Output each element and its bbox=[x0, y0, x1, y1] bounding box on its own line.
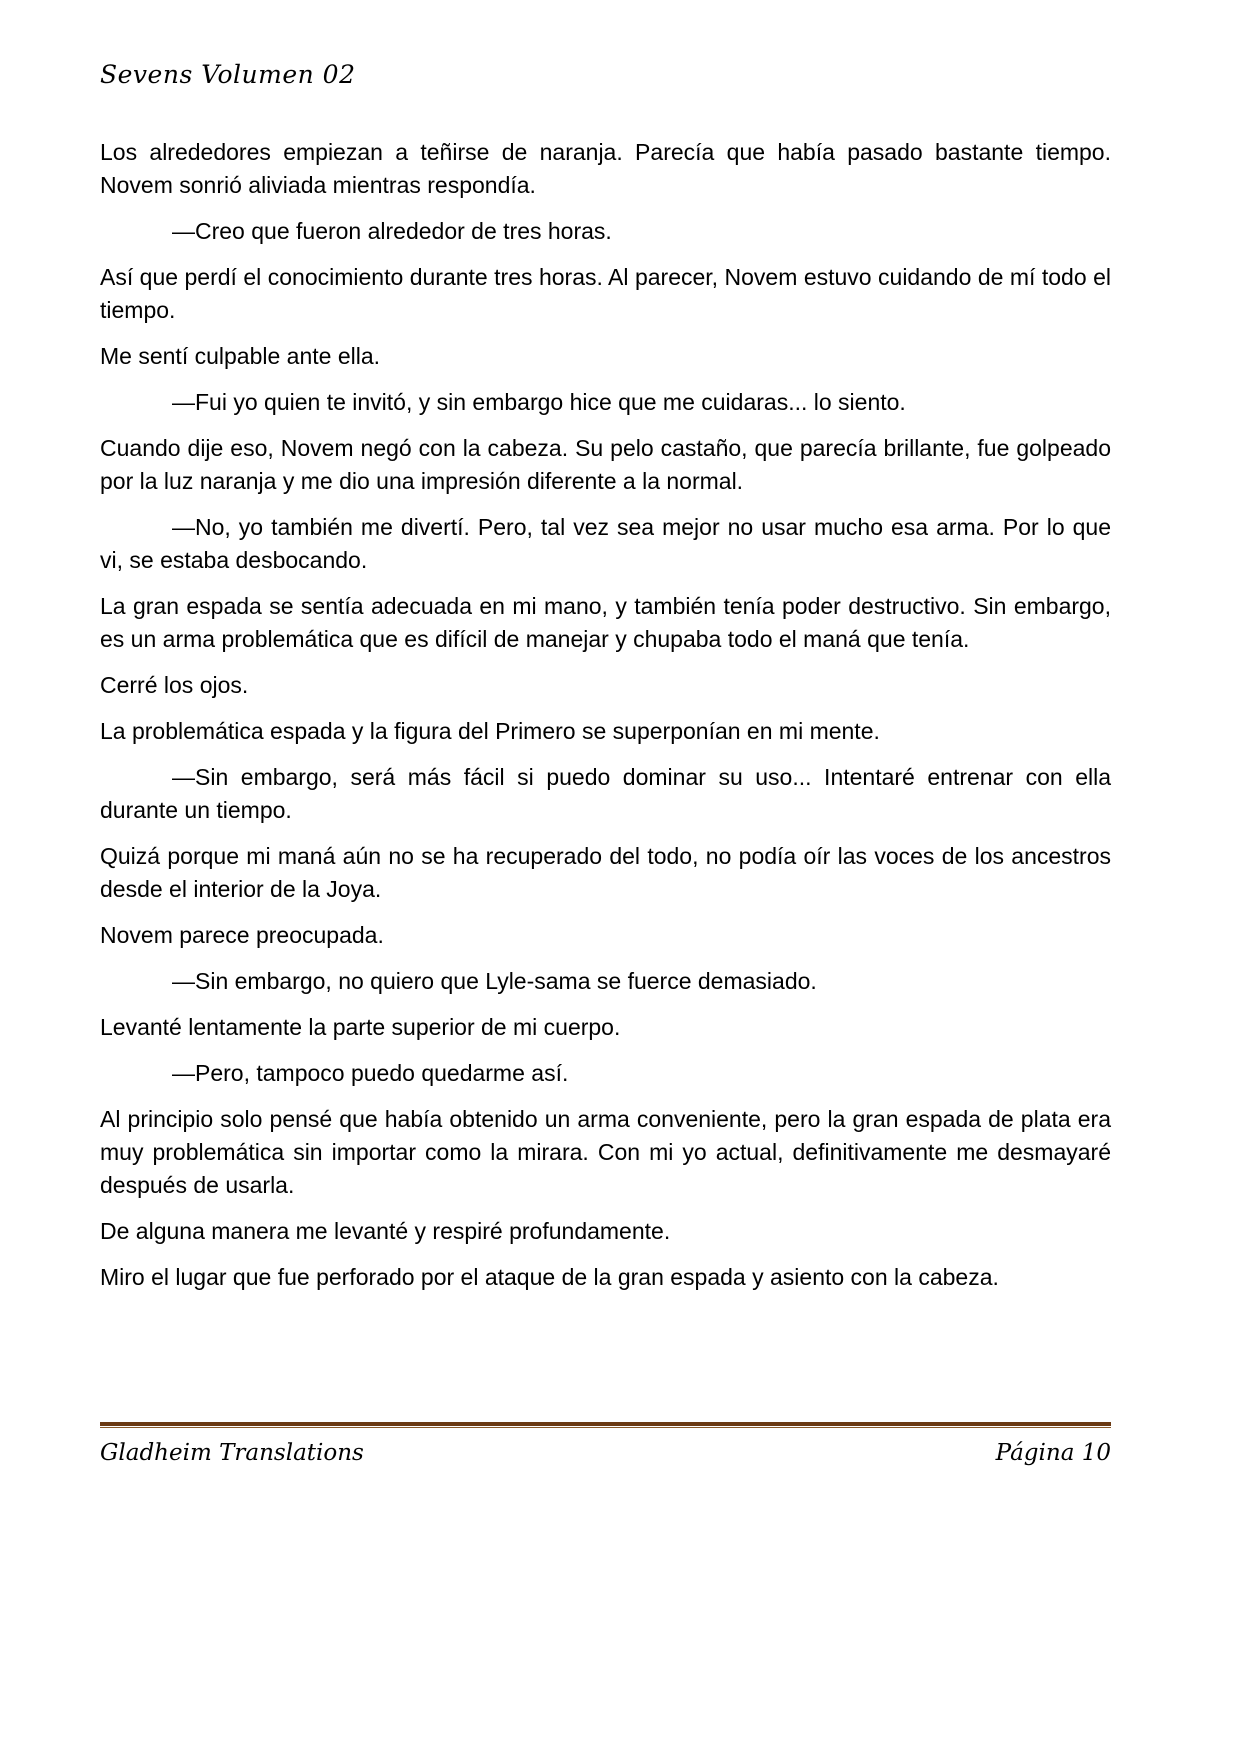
paragraph: Así que perdí el conocimiento durante tres horas. Al parecer, Novem estuvo cuidando de mí todo el tiempo. bbox=[100, 264, 1111, 323]
paragraph-list bbox=[100, 136, 1111, 1294]
dialogue-paragraph: —Creo que fueron alrededor de tres horas. bbox=[172, 218, 612, 244]
footer-text-row bbox=[100, 1439, 1111, 1467]
paragraph: Al principio solo pensé que había obtenido un arma conveniente, pero la gran espada de plata era muy problemática sin importar como la mirara. Con mi yo actual, definitivamente me desmayaré después de usarla. bbox=[100, 1106, 1111, 1198]
dialogue-paragraph: —Fui yo quien te invitó, y sin embargo hice que me cuidaras... lo siento. bbox=[172, 389, 906, 415]
paragraph: Levanté lentamente la parte superior de mi cuerpo. bbox=[100, 1014, 621, 1040]
dialogue-paragraph: —Sin embargo, será más fácil si puedo dominar su uso... Intentaré entrenar con ella durante un tiempo. bbox=[100, 764, 1111, 823]
page-header bbox=[100, 60, 1111, 90]
paragraph: Miro el lugar que fue perforado por el ataque de la gran espada y asiento con la cabeza. bbox=[100, 1264, 999, 1290]
footer-translator-credit: Gladheim Translations bbox=[100, 1440, 364, 1466]
dialogue-paragraph: —Pero, tampoco puedo quedarme así. bbox=[172, 1060, 569, 1086]
footer-page-number: Página 10 bbox=[995, 1440, 1111, 1466]
page-footer bbox=[100, 1422, 1111, 1467]
footer-divider bbox=[100, 1422, 1111, 1429]
paragraph: Novem parece preocupada. bbox=[100, 922, 384, 948]
page-content bbox=[100, 136, 1111, 1307]
paragraph: La gran espada se sentía adecuada en mi mano, y también tenía poder destructivo. Sin embargo, es un arma problemática que es difícil de manejar y chupaba todo el maná que tenía. bbox=[100, 593, 1111, 652]
paragraph: De alguna manera me levanté y respiré profundamente. bbox=[100, 1218, 671, 1244]
paragraph: Cerré los ojos. bbox=[100, 672, 249, 698]
paragraph: La problemática espada y la figura del Primero se superponían en mi mente. bbox=[100, 718, 880, 744]
paragraph: Me sentí culpable ante ella. bbox=[100, 343, 381, 369]
header-title: Sevens Volumen 02 bbox=[100, 60, 356, 89]
paragraph: Los alrededores empiezan a teñirse de naranja. Parecía que había pasado bastante tiempo. Novem sonrió aliviada mientras respondía. bbox=[100, 139, 1111, 198]
dialogue-paragraph: —Sin embargo, no quiero que Lyle-sama se fuerce demasiado. bbox=[172, 968, 817, 994]
paragraph: Cuando dije eso, Novem negó con la cabeza. Su pelo castaño, que parecía brillante, fue golpeado por la luz naranja y me dio una impresión diferente a la normal. bbox=[100, 435, 1111, 494]
paragraph: Quizá porque mi maná aún no se ha recuperado del todo, no podía oír las voces de los ancestros desde el interior de la Joya. bbox=[100, 843, 1111, 902]
dialogue-paragraph: —No, yo también me divertí. Pero, tal vez sea mejor no usar mucho esa arma. Por lo que vi, se estaba desbocando. bbox=[100, 514, 1111, 573]
